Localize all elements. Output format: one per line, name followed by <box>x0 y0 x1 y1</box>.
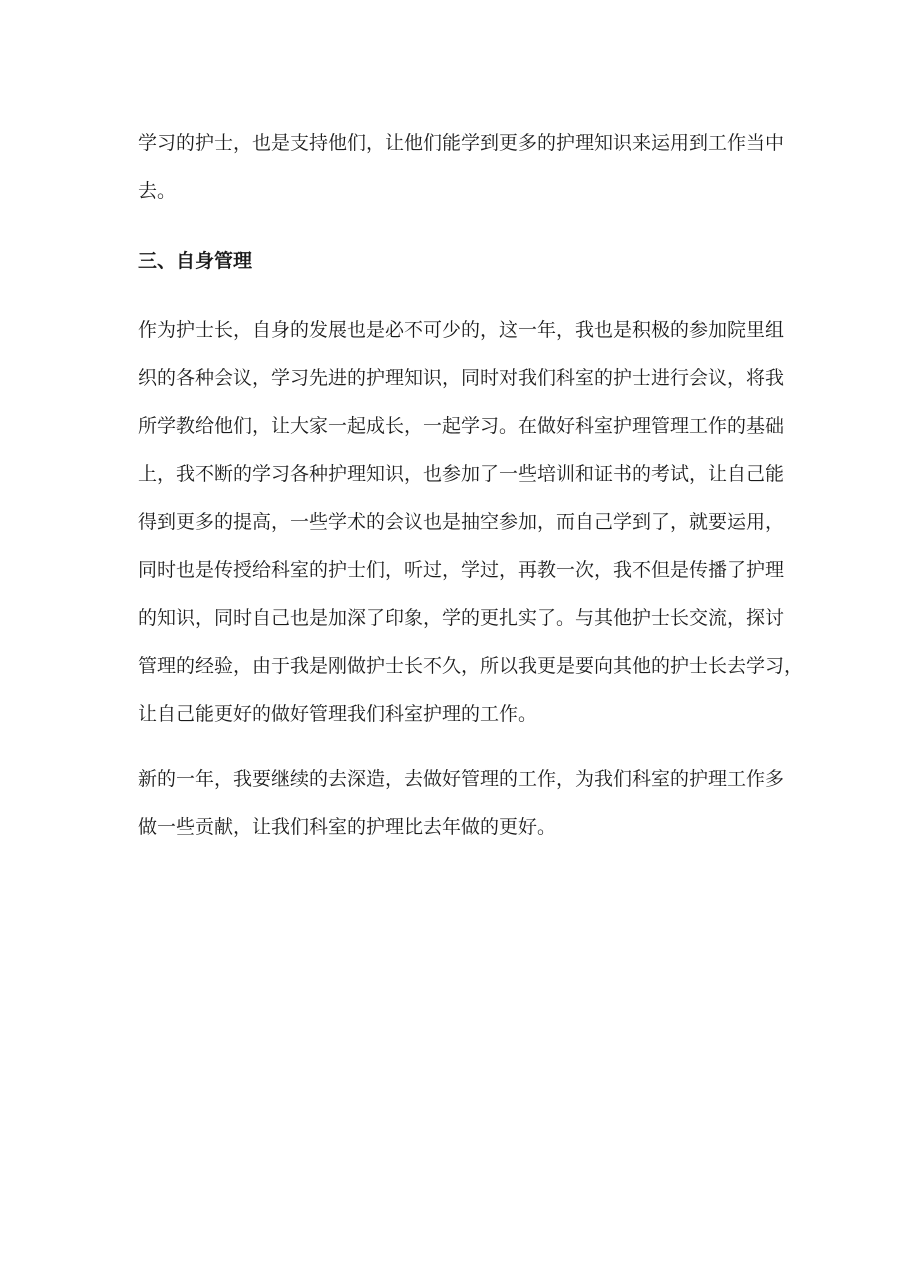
text-line: 织的各种会议，学习先进的护理知识，同时对我们科室的护士进行会议，将我 <box>138 367 785 389</box>
text-line: 去。 <box>138 180 177 202</box>
paragraph-new-year <box>138 755 798 851</box>
text-line: 所学教给他们，让大家一起成长，一起学习。在做好科室护理管理工作的基础 <box>138 415 785 437</box>
text-line: 作为护士长，自身的发展也是必不可少的，这一年，我也是积极的参加院里组 <box>138 319 785 341</box>
section-heading: 三、自身管理 <box>138 250 253 272</box>
text-line: 上，我不断的学习各种护理知识，也参加了一些培训和证书的考试，让自己能 <box>138 463 785 485</box>
paragraph-self-management <box>138 306 804 738</box>
text-line: 同时也是传授给科室的护士们，听过，学过，再教一次，我不但是传播了护理 <box>138 559 785 581</box>
text-line: 学习的护士，也是支持他们，让他们能学到更多的护理知识来运用到工作当中 <box>138 132 785 154</box>
text-line: 新的一年，我要继续的去深造，去做好管理的工作，为我们科室的护理工作多 <box>138 768 785 790</box>
text-line: 让自己能更好的做好管理我们科室护理的工作。 <box>138 703 538 725</box>
text-line: 做一些贡献，让我们科室的护理比去年做的更好。 <box>138 816 557 838</box>
text-line: 得到更多的提高，一些学术的会议也是抽空参加，而自己学到了，就要运用， <box>138 511 785 533</box>
text-line: 管理的经验，由于我是刚做护士长不久，所以我更是要向其他的护士长去学习， <box>138 655 804 677</box>
text-line: 的知识，同时自己也是加深了印象，学的更扎实了。与其他护士长交流，探讨 <box>138 607 785 629</box>
paragraph-continued <box>138 119 798 215</box>
